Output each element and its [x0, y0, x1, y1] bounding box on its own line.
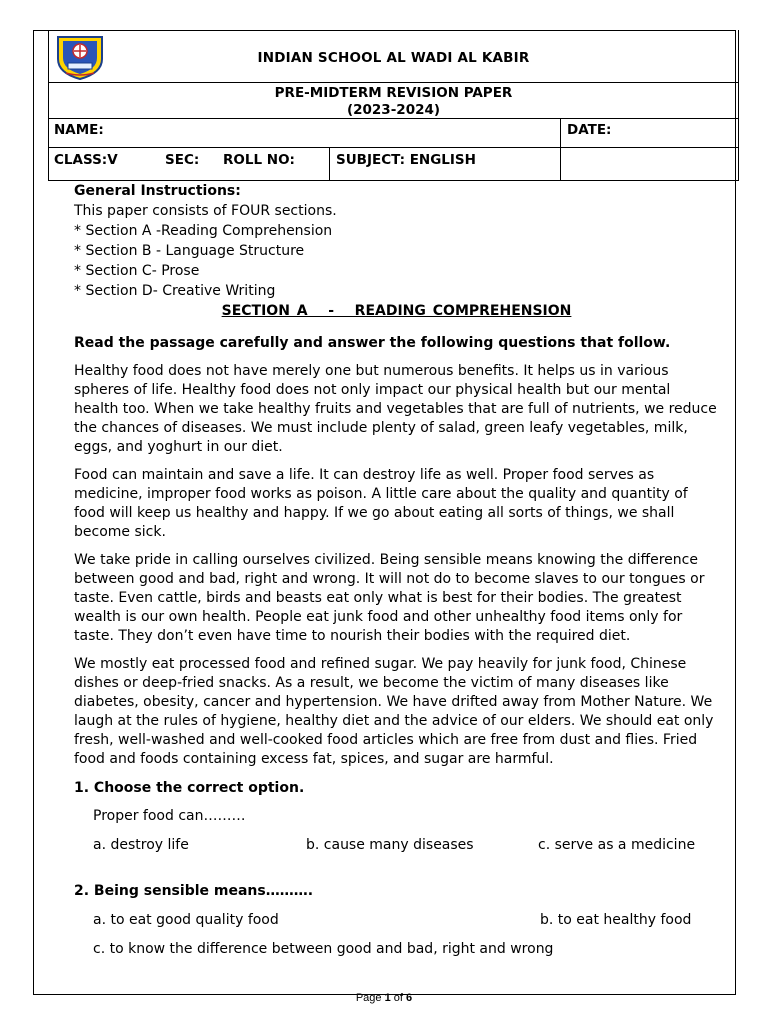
instruction-line: This paper consists of FOUR sections. — [74, 203, 337, 219]
footer-page-prefix: Page — [355, 992, 385, 1004]
question-2-title: 2. Being sensible means………. — [74, 883, 314, 899]
question-1-options — [74, 835, 719, 855]
question-1-stem: Proper food can……… — [93, 808, 246, 824]
name-label: NAME: — [54, 122, 104, 138]
sec-label: SEC: — [165, 152, 200, 168]
passage-paragraph: We take pride in calling ourselves civilized. Being sensible means knowing the difference between good and bad, right and wrong. It will not do to become slaves to our tongues or taste. Even cattle, birds and beasts eat only what is best for their bodies. The greatest wealth is our own health. People eat junk food and other unhealthy food items only for taste. They don’t even have time to nourish their bodies with the required diet. — [74, 552, 705, 644]
header-row-divider-3 — [48, 147, 739, 148]
section-a-heading: SECTION A - READING COMPREHENSION — [221, 303, 572, 319]
q2-option-b: b. to eat healthy food — [540, 912, 692, 928]
paper-title-block — [48, 85, 739, 119]
class-label: CLASS:V — [54, 152, 118, 168]
question-2-options-row2 — [74, 939, 719, 959]
reading-instruction: Read the passage carefully and answer the following questions that follow. — [74, 335, 671, 351]
instructions-title: General Instructions: — [74, 183, 241, 199]
subject-label: SUBJECT: ENGLISH — [336, 152, 476, 168]
instruction-line: * Section D- Creative Writing — [74, 283, 276, 299]
date-label: DATE: — [567, 122, 612, 138]
passage-paragraph: We mostly eat processed food and refined sugar. We pay heavily for junk food, Chinese dishes or deep-fried snacks. As a result, we become the victim of many diseases like diabetes, obesity, cancer and hypertension. We have drifted away from Mother Nature. We laugh at the rules of hygiene, healthy diet and the advice of our elders. We should eat only fresh, well-washed and well-cooked food articles which are free from dust and flies. Fried food and foods containing excess fat, spices, and sugar are harmful. — [74, 656, 714, 767]
q1-option-b: b. cause many diseases — [306, 837, 474, 853]
paper-content — [74, 181, 719, 959]
header-col-divider-date — [560, 118, 561, 181]
instruction-line: * Section C- Prose — [74, 263, 200, 279]
instruction-line: * Section B - Language Structure — [74, 243, 305, 259]
page-footer — [0, 992, 768, 1004]
passage-paragraph: Food can maintain and save a life. It can destroy life as well. Proper food serves as medicine, improper food works as poison. A little care about the quality and quantity of food will keep us healthy and happy. If we go about eating all sorts of things, we shall become sick. — [74, 467, 688, 540]
footer-of: of — [390, 992, 407, 1004]
paper-title: PRE-MIDTERM REVISION PAPER — [274, 85, 513, 101]
roll-no-label: ROLL NO: — [223, 152, 295, 168]
q1-option-a: a. destroy life — [93, 837, 189, 853]
q1-option-c: c. serve as a medicine — [538, 837, 696, 853]
footer-page-total: 6 — [406, 992, 413, 1004]
q2-option-a: a. to eat good quality food — [93, 912, 279, 928]
instruction-line: * Section A -Reading Comprehension — [74, 223, 333, 239]
footer-page-number: 1 — [384, 992, 391, 1004]
paper-year: (2023-2024) — [346, 102, 441, 118]
q2-option-c: c. to know the difference between good and bad, right and wrong — [93, 941, 554, 957]
header-row-divider-1 — [48, 82, 739, 83]
school-name: INDIAN SCHOOL AL WADI AL KABIR — [257, 50, 530, 66]
passage-paragraph: Healthy food does not have merely one but numerous benefits. It helps us in various spheres of life. Healthy food does not only impact our physical health but our mental health too. When we take healthy fruits and vegetables that are full of nutrients, we reduce the chances of diseases. We must include plenty of salad, green leafy vegetables, milk, eggs, and yoghurt in our diet. — [74, 363, 717, 455]
question-2-options-row1 — [74, 910, 719, 930]
header-col-divider-subject — [329, 147, 330, 181]
question-1-title: 1. Choose the correct option. — [74, 780, 305, 796]
